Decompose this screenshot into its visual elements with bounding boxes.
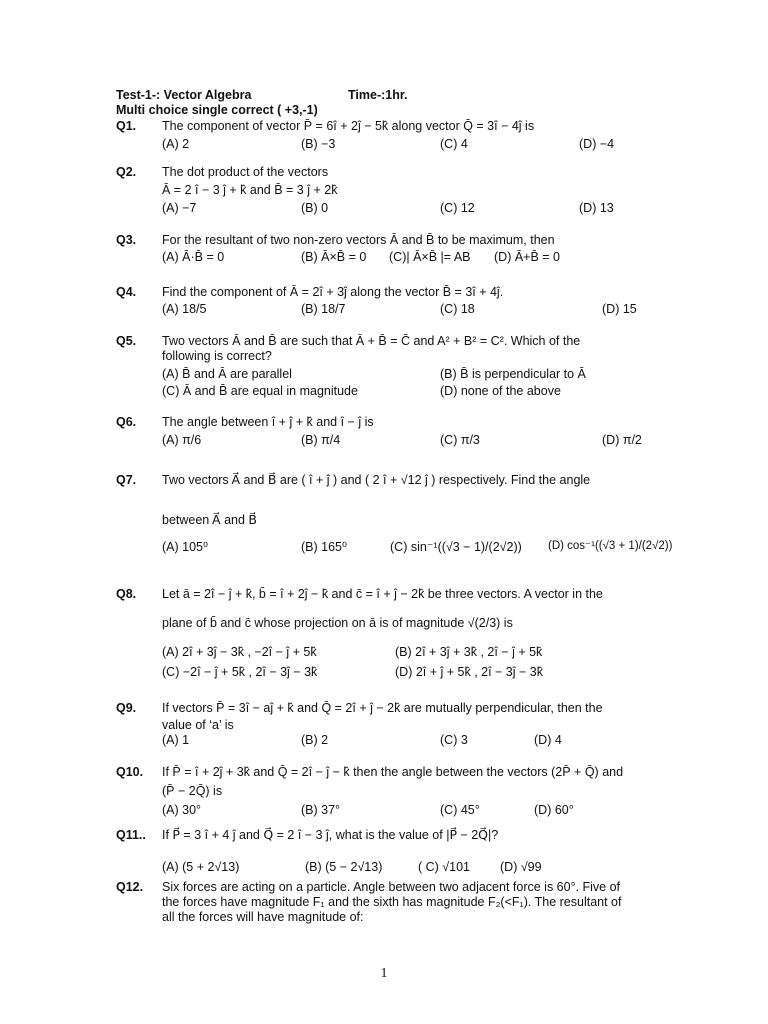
q1-number: Q1. [116,119,137,133]
test-title: Test-1-: Vector Algebra [116,88,252,102]
q10-option-d: (D) 60° [534,803,574,817]
q8-number: Q8. [116,587,137,601]
q5-number: Q5. [116,334,137,348]
q6-option-d: (D) π/2 [602,433,642,447]
q2-number: Q2. [116,165,137,179]
q9-number: Q9. [116,701,137,715]
q7-number: Q7. [116,473,137,487]
q11-option-b: (B) (5 − 2√13) [305,860,383,874]
q7-option-b: (B) 165⁰ [301,540,348,554]
q7-option-a: (A) 105⁰ [162,540,209,554]
q4-text: Find the component of Ā = 2î + 3ĵ along the vector B̄ = 3î + 4ĵ. [162,285,504,299]
q2-option-a: (A) −7 [162,201,197,215]
q3-text: For the resultant of two non-zero vectors Ā and B̄ to be maximum, then [162,233,555,247]
q1-option-c: (C) 4 [440,137,468,151]
q6-option-c: (C) π/3 [440,433,480,447]
q10-text: If P̄ = î + 2ĵ + 3k̂ and Q̄ = 2î − ĵ − k̂ then the angle between the vectors (2P̄ + Q̄) and [162,765,624,779]
q9-text: If vectors P̄ = 3î − aĵ + k̂ and Q̄ = 2î + ĵ − 2k̂ are mutually perpendicular, then the [162,701,603,715]
q11-number: Q11.. [116,828,146,842]
q1-option-a: (A) 2 [162,137,190,151]
q4-option-c: (C) 18 [440,302,475,316]
q8-option-a: (A) 2î + 3ĵ − 3k̂ , −2î − ĵ + 5k̂ [162,645,317,659]
q8-option-b: (B) 2î + 3ĵ + 3k̂ , 2î − ĵ + 5k̂ [395,645,543,659]
q5-option-b: (B) B̄ is perpendicular to Ā [440,367,586,381]
q4-option-d: (D) 15 [602,302,637,316]
q7-option-d: (D) cos⁻¹((√3 + 1)/(2√2)) [548,540,673,552]
q5-option-a: (A) B̄ and Ā are parallel [162,367,292,381]
q11-text: If P⃗ = 3 î + 4 ĵ and Q⃗ = 2 î − 3 ĵ, what is the value of |P⃗ − 2Q⃗|? [162,828,499,842]
q12-number: Q12. [116,880,144,894]
q6-option-b: (B) π/4 [301,433,341,447]
q3-option-b: (B) Ā×B̄ = 0 [301,250,367,264]
q3-option-c: (C)| Ā×B̄ |= AB [389,250,471,264]
q1-text: The component of vector P̄ = 6î + 2ĵ − 5k̂ along vector Q̄ = 3î − 4ĵ is [162,119,535,133]
q1-option-b: (B) −3 [301,137,336,151]
q8-text-2: plane of b̄ and c̄ whose projection on ā is of magnitude √(2/3) is [162,616,513,630]
q5-text: Two vectors Ā and B̄ are such that Ā + B̄ = C̄ and A² + B² = C². Which of the [162,334,581,348]
q2-text: The dot product of the vectors [162,165,329,179]
q5-text-2: following is correct? [162,349,272,363]
q8-option-d: (D) 2î + ĵ + 5k̂ , 2î − 3ĵ − 3k̂ [395,665,543,679]
q6-option-a: (A) π/6 [162,433,202,447]
q9-option-c: (C) 3 [440,733,468,747]
q9-option-a: (A) 1 [162,733,190,747]
q10-text-2: (P̄ − 2Q̄) is [162,784,223,798]
q10-option-b: (B) 37° [301,803,341,817]
q10-option-c: (C) 45° [440,803,480,817]
q4-option-b: (B) 18/7 [301,302,346,316]
q7-text-2: between A⃗ and B⃗ [162,513,257,527]
q3-option-a: (A) Ā·B̄ = 0 [162,250,225,264]
q6-number: Q6. [116,415,137,429]
page-number: 1 [380,966,388,981]
q9-option-b: (B) 2 [301,733,329,747]
q7-text: Two vectors A⃗ and B⃗ are ( î + ĵ ) and ( 2 î + √12 ĵ ) respectively. Find the angle [162,473,591,487]
q2-option-d: (D) 13 [579,201,614,215]
q8-option-c: (C) −2î − ĵ + 5k̂ , 2î − 3ĵ − 3k̂ [162,665,318,679]
test-subtitle: Multi choice single correct ( +3,-1) [116,103,318,117]
q9-option-d: (D) 4 [534,733,562,747]
q7-option-c: (C) sin⁻¹((√3 − 1)/(2√2)) [390,540,522,554]
q12-line-3: all the forces will have magnitude of: [162,910,364,924]
q11-option-d: (D) √99 [500,860,542,874]
q2-option-c: (C) 12 [440,201,475,215]
q5-option-d: (D) none of the above [440,384,561,398]
q1-option-d: (D) −4 [579,137,615,151]
q3-option-d: (D) Ā+B̄ = 0 [494,250,560,264]
q2-text-2: Ā = 2 î − 3 ĵ + k̂ and B̄ = 3 ĵ + 2k̂ [162,183,338,197]
q4-option-a: (A) 18/5 [162,302,207,316]
q8-text: Let ā = 2î − ĵ + k̂, b̄ = î + 2ĵ − k̂ and c̄ = î + ĵ − 2k̂ be three vectors. A vector in the [162,587,603,601]
q5-option-c: (C) Ā and B̄ are equal in magnitude [162,384,358,398]
test-time: Time-:1hr. [348,88,408,102]
q12-line-2: the forces have magnitude F₁ and the sixth has magnitude F₂(<F₁). The resultant of [162,895,622,909]
q6-text: The angle between î + ĵ + k̂ and î − ĵ is [162,415,374,429]
q10-option-a: (A) 30° [162,803,202,817]
q4-number: Q4. [116,285,137,299]
q11-option-c: ( C) √101 [418,860,471,874]
q10-number: Q10. [116,765,144,779]
q9-text-2: value of ‘a’ is [162,718,234,732]
q12-line-1: Six forces are acting on a particle. Angle between two adjacent force is 60°. Five of [162,880,621,894]
q11-option-a: (A) (5 + 2√13) [162,860,240,874]
q3-number: Q3. [116,233,137,247]
q2-option-b: (B) 0 [301,201,329,215]
